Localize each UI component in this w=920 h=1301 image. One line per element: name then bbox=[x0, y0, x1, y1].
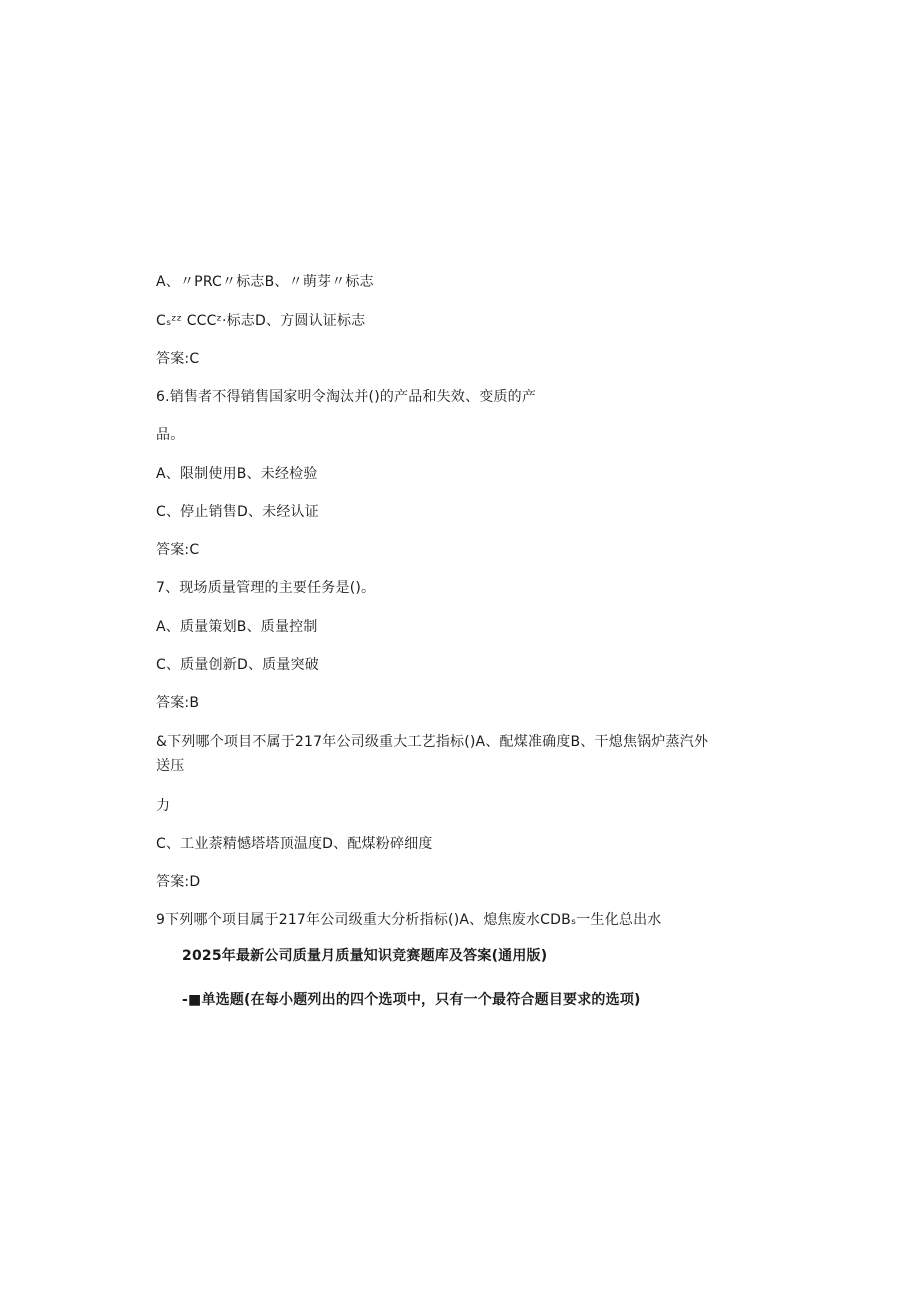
question-6-text-cont: 品。 bbox=[156, 427, 185, 443]
option-line-q5-cd: Cₛᶻᶻ CCCᶻ·标志D、方圆认证标志 bbox=[156, 313, 366, 329]
answer-line-q7: 答案:B bbox=[156, 695, 200, 711]
question-8-text: &下列哪个项目不属于217年公司级重大工艺指标()A、配煤准确度B、干熄焦锅炉蒸汽外送压 bbox=[156, 734, 709, 774]
question-8-text-cont: 力 bbox=[156, 798, 171, 814]
document-title: 2025年最新公司质量月质量知识竞赛题库及答案(通用版) bbox=[182, 948, 548, 964]
question-9-text: 9下列哪个项目属于217年公司级重大分析指标()A、熄焦废水CDBₛ一生化总出水 bbox=[156, 912, 662, 928]
question-7-text: 7、现场质量管理的主要任务是()。 bbox=[156, 580, 376, 596]
option-line-q8-cd: C、工业萘精憾塔塔顶温度D、配煤粉碎细度 bbox=[156, 836, 433, 852]
option-line-q6-cd: C、停止销售D、未经认证 bbox=[156, 504, 319, 520]
answer-line-q5: 答案:C bbox=[156, 351, 200, 367]
option-line-q5-ab: A、〃PRC〃标志B、〃萌芽〃标志 bbox=[156, 274, 374, 290]
answer-line-q8: 答案:D bbox=[156, 874, 201, 890]
answer-line-q6: 答案:C bbox=[156, 542, 200, 558]
option-line-q6-ab: A、限制使用B、未经检验 bbox=[156, 466, 318, 482]
question-6-text: 6.销售者不得销售国家明令淘汰并()的产品和失效、变质的产 bbox=[156, 389, 537, 405]
section-heading: -■单选题(在每小题列出的四个选项中，只有一个最符合题目要求的选项) bbox=[182, 992, 641, 1008]
option-line-q7-cd: C、质量创新D、质量突破 bbox=[156, 657, 319, 673]
option-line-q7-ab: A、质量策划B、质量控制 bbox=[156, 619, 318, 635]
